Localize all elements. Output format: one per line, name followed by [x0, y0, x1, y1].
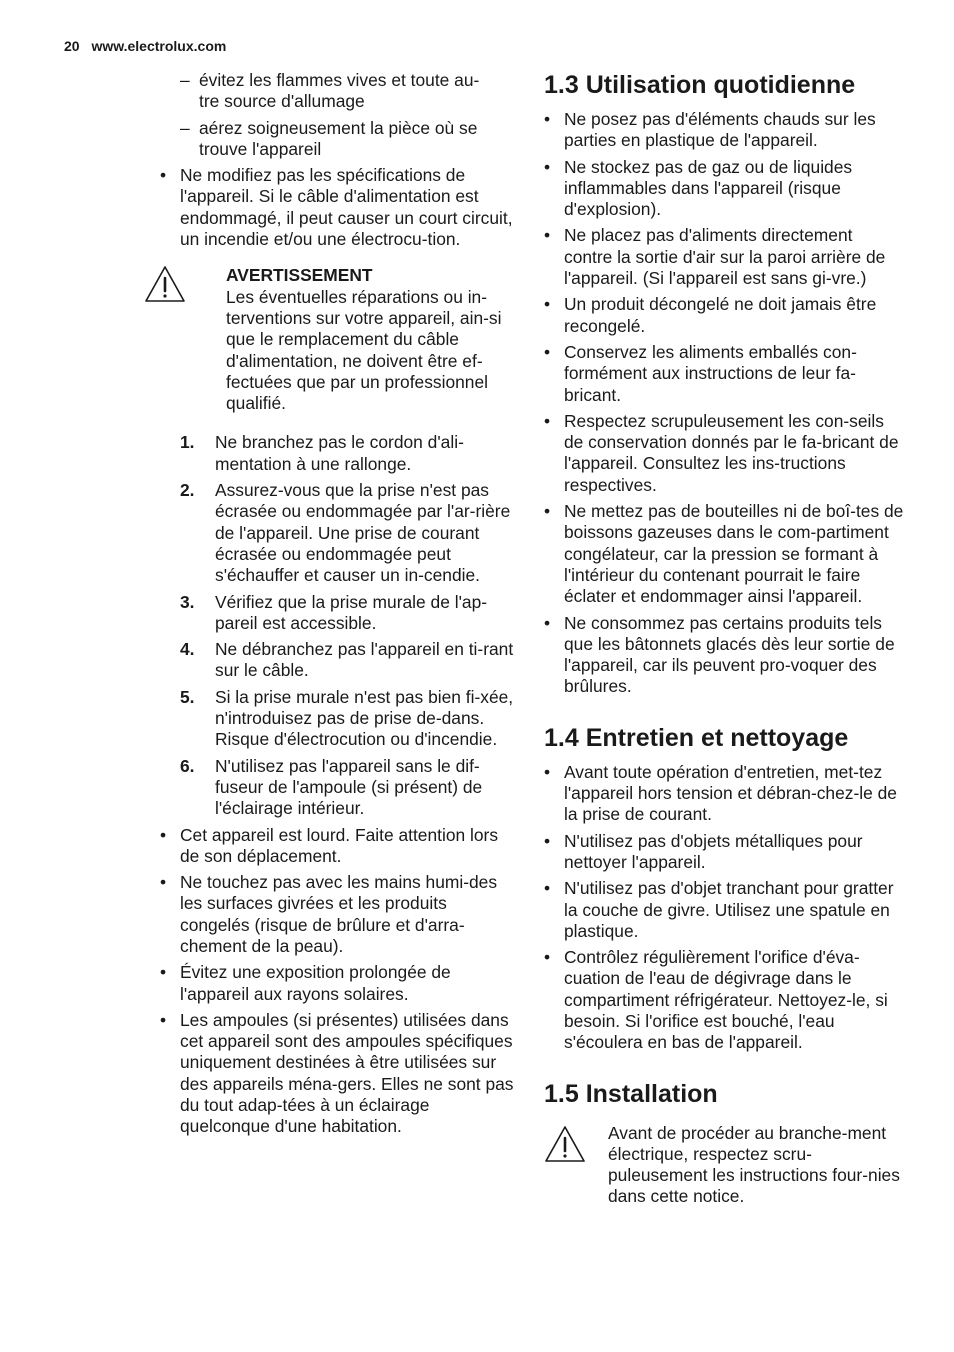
- list-item: [544, 831, 904, 874]
- list-item: [160, 825, 520, 868]
- section-title-text: Utilisation quotidienne: [585, 71, 856, 99]
- warning-block: [160, 265, 520, 414]
- section-title-text: Entretien et nettoyage: [585, 723, 849, 752]
- list-item-text: Contrôlez régulièrement l'orifice d'éva-cuation de l'eau de dégivrage dans le compartiment réfrigérateur. Nettoyez-le, si besoin. Si l'orifice est bouché, l'eau s'écoulera en bas de l'appareil.: [564, 947, 888, 1053]
- list-item: [160, 962, 520, 1005]
- list-item: [544, 762, 904, 826]
- numbered-item: [160, 480, 520, 586]
- item-number: 6.: [180, 755, 195, 776]
- bullet-marker: •: [160, 824, 167, 845]
- list-item-text: Respectez scrupuleusement les con-seils de conservation donnés par le fa-bricant de l'appareil. Consultez les ins-tructions respectives.: [564, 410, 899, 495]
- bullet-marker: •: [160, 962, 167, 983]
- dash-marker: –: [180, 70, 190, 90]
- list-item-text: N'utilisez pas l'appareil sans le dif-fuseur de l'ampoule (si présent) de l'éclairage intérieur.: [215, 755, 483, 819]
- list-item: [160, 70, 520, 113]
- list-item: [160, 118, 520, 161]
- list-item-text: Cet appareil est lourd. Faite attention lors de son déplacement.: [180, 824, 499, 866]
- list-item: [544, 501, 904, 607]
- warning-text: Les éventuelles réparations ou in-terventions sur votre appareil, ain-si que le remplacement du câble d'alimentation, ne doivent être ef-fectuées que par un professionnel qualifié.: [226, 286, 502, 414]
- list-item-text: Un produit décongelé ne doit jamais être recongelé.: [564, 294, 877, 336]
- list-item: [160, 1010, 520, 1138]
- list-item-text: Ne modifiez pas les spécifications de l'appareil. Si le câble d'alimentation est endommagé, il peut causer un court circuit, un incendie et/ou une électrocu-tion.: [180, 165, 513, 250]
- bullet-marker: •: [544, 294, 551, 315]
- dash-marker: –: [180, 117, 190, 138]
- bullet-marker: •: [544, 156, 551, 177]
- left-column: [160, 70, 520, 1143]
- list-item-text: Ne consommez pas certains produits tels que les bâtonnets glacés dès leur sortie de l'appareil, car ils peuvent pro-voquer des brûlures.: [564, 612, 895, 697]
- list-item-text: Ne mettez pas de bouteilles ni de boî-tes de boissons gazeuses dans le com-partiment congélateur, car la pression se formant à l'intérieur du contenant pourrait le faire éclater et endommager ainsi l'appareil.: [564, 501, 904, 607]
- list-item: [544, 294, 904, 337]
- numbered-item: [160, 432, 520, 475]
- bullet-marker: •: [544, 878, 551, 899]
- list-item: [544, 947, 904, 1053]
- list-item-text: Évitez une exposition prolongée de l'appareil aux rayons solaires.: [180, 962, 451, 1004]
- item-number: 1.: [180, 432, 195, 453]
- bullet-marker: •: [160, 1009, 167, 1030]
- list-item-text: Conservez les aliments emballés con-formément aux instructions de leur fa-bricant.: [564, 341, 857, 405]
- bullet-marker: •: [544, 341, 551, 362]
- section-title-text: Installation: [585, 1079, 718, 1108]
- list-item-text: évitez les flammes vives et toute au- tre source d'allumage: [199, 70, 480, 112]
- item-number: 5.: [180, 686, 195, 707]
- website-url: www.electrolux.com: [91, 38, 227, 54]
- list-item: [544, 878, 904, 942]
- section-number: 1.5: [544, 1079, 579, 1108]
- page-number: 20: [64, 38, 80, 54]
- numbered-item: [160, 592, 520, 635]
- bullet-marker: •: [544, 109, 551, 129]
- item-number: 3.: [180, 591, 195, 612]
- bullet-marker: •: [544, 501, 551, 522]
- bullet-marker: •: [544, 612, 551, 633]
- list-item: [160, 165, 520, 250]
- list-item-text: Les ampoules (si présentes) utilisées dans cet appareil sont des ampoules spécifiques uniquement destinées à être utilisées sur des appareils ména-gers. Elles ne sont pas du tout adap-tées à un éclairage quelconque d'une habitation.: [180, 1009, 514, 1137]
- list-item: [544, 225, 904, 289]
- page-header: [64, 38, 226, 54]
- list-item: [160, 872, 520, 957]
- section-number: 1.3: [544, 71, 579, 99]
- list-item: [544, 613, 904, 698]
- list-item-text: aérez soigneusement la pièce où se trouve l'appareil: [199, 117, 478, 159]
- warning-triangle-icon: [544, 1125, 586, 1163]
- list-item-text: Ne stockez pas de gaz ou de liquides inflammables dans l'appareil (risque d'explosion).: [564, 156, 853, 220]
- installation-warning-block: [544, 1123, 904, 1208]
- warning-title: AVERTISSEMENT: [226, 265, 373, 286]
- list-item-text: N'utilisez pas d'objets métalliques pour nettoyer l'appareil.: [564, 830, 863, 872]
- section-number: 1.4: [544, 723, 579, 752]
- right-column: [544, 70, 904, 1226]
- bullet-marker: •: [544, 761, 551, 782]
- bullet-marker: •: [544, 225, 551, 246]
- list-item-text: Si la prise murale n'est pas bien fi-xée, n'introduisez pas de prise de-dans. Risque d'électrocution ou d'incendie.: [215, 686, 514, 750]
- list-item-text: Assurez-vous que la prise n'est pas écrasée ou endommagée par l'ar-rière de l'appareil. Une prise de courant écrasée ou endommagée peut s'échauffer et causer un in-cendie.: [215, 480, 511, 586]
- warning-triangle-icon: [144, 265, 186, 303]
- list-item-text: Ne touchez pas avec les mains humi-des les surfaces givrées et les produits congelés (risque de brûlure et d'arra-chement de la peau).: [180, 872, 498, 956]
- list-item-text: Ne placez pas d'aliments directement contre la sortie d'air sur la paroi arrière de l'appareil. (Si l'appareil est sans gi-vre.): [564, 225, 886, 289]
- numbered-item: [160, 687, 520, 751]
- list-item-text: Ne posez pas d'éléments chauds sur les parties en plastique de l'appareil.: [564, 109, 876, 151]
- item-number: 4.: [180, 639, 195, 660]
- list-item: [544, 411, 904, 496]
- list-item-text: Vérifiez que la prise murale de l'ap-pareil est accessible.: [215, 591, 488, 633]
- bullet-marker: •: [544, 830, 551, 851]
- numbered-item: [160, 639, 520, 682]
- list-item: [544, 109, 904, 152]
- numbered-item: [160, 756, 520, 820]
- section-title-daily-use: [544, 70, 904, 100]
- list-item-text: N'utilisez pas d'objet tranchant pour gratter la couche de givre. Utilisez une spatule en plastique.: [564, 878, 894, 941]
- bullet-marker: •: [544, 947, 551, 968]
- list-item-text: Ne débranchez pas l'appareil en ti-rant sur le câble.: [215, 639, 514, 681]
- list-item: [544, 157, 904, 221]
- section-title-installation: [544, 1079, 904, 1109]
- item-number: 2.: [180, 480, 195, 501]
- bullet-marker: •: [544, 410, 551, 431]
- list-item: [544, 342, 904, 406]
- section-title-maintenance: [544, 723, 904, 753]
- bullet-marker: •: [160, 872, 167, 893]
- list-item-text: Avant toute opération d'entretien, met-tez l'appareil hors tension et débran-chez-le de la prise de courant.: [564, 761, 897, 825]
- bullet-marker: •: [160, 165, 167, 186]
- warning-text: Avant de procéder au branche-ment électrique, respectez scru-puleusement les instructions four-nies dans cette notice.: [608, 1122, 900, 1207]
- list-item-text: Ne branchez pas le cordon d'ali-mentation à une rallonge.: [215, 432, 464, 474]
